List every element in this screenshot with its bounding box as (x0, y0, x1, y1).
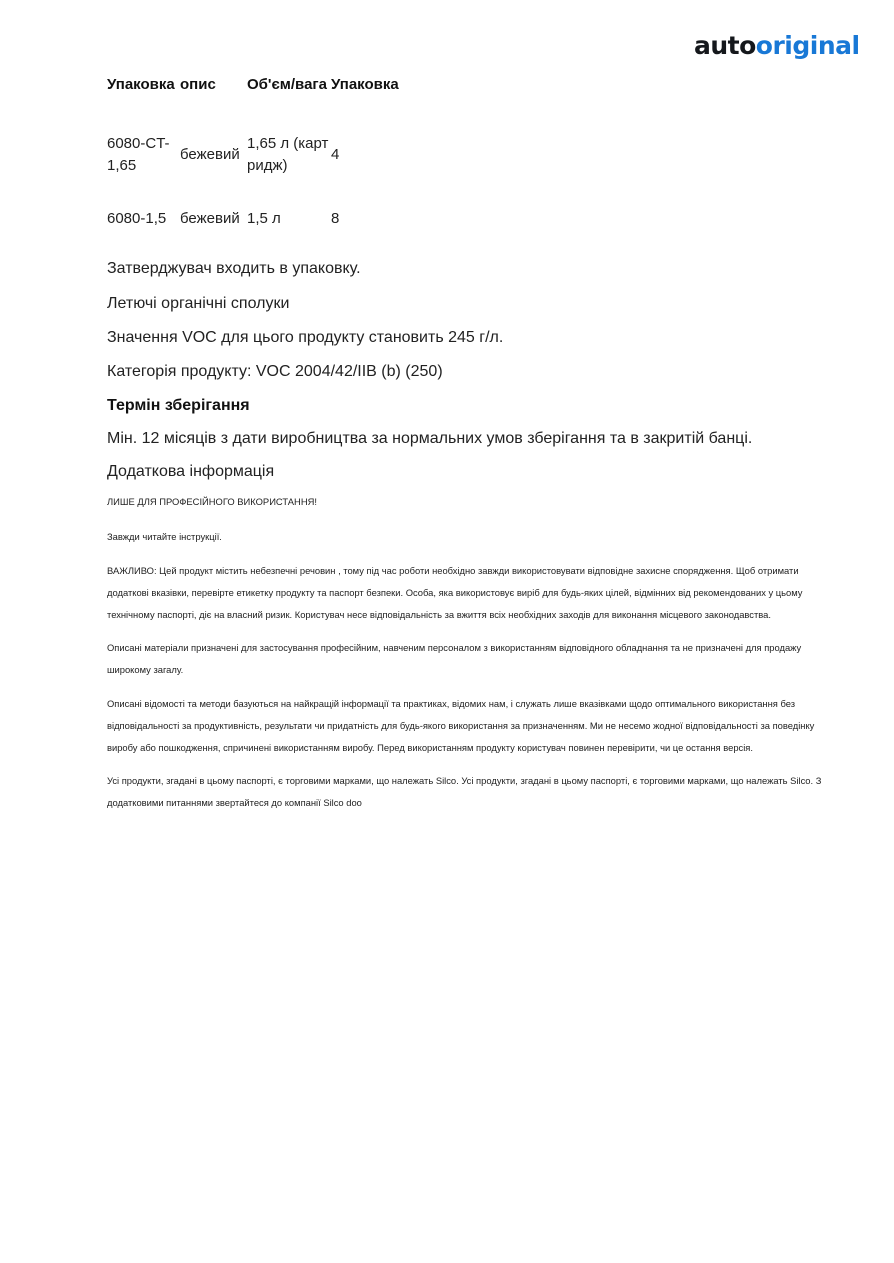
cell-count: 8 (331, 210, 340, 227)
packaging-table (107, 62, 421, 242)
materials-notice: Описані матеріали призначені для застосування професійним, навченим персоналом з використанням відповідного обладнання та не призначені для продажу широкому загалу. (107, 642, 802, 675)
cell-code: 6080-CT-1,65 (107, 135, 170, 174)
trademarks-notice: Усі продукти, згадані в цьому паспорті, є торговими марками, що належать Silco. Усі продукти, згадані в цьому паспорті, є торговими марками, що належать Silco. З додатковими питаннями звертайтеся до компанії Silco doo (107, 775, 822, 808)
voc-value: Значення VOC для цього продукту становить 245 г/л. (107, 329, 504, 346)
cell-code: 6080-1,5 (107, 210, 167, 227)
autooriginal-logo (694, 30, 860, 62)
header-packaging-code: Упаковка (107, 76, 175, 93)
professional-use-notice: ЛИШЕ ДЛЯ ПРОФЕСІЙНОГО ВИКОРИСТАННЯ! (107, 496, 317, 507)
important-safety-notice: ВАЖЛИВО: Цей продукт містить небезпечні речовин , тому під час роботи необхідно завжди використовувати відповідне захисне спорядження. Щоб отримати додаткові вказівки, перевірте етикетку продукту та паспорт безпеки. Особа, яка використовує виріб для будь-яких цілей, відмінних від рекомендованих у цьому технічному паспорті, діє на власний ризик. Користувач несе відповідальність за вжиття всіх необхідних заходів для виконання місцевого законодавства. (107, 565, 803, 620)
storage-text: Мін. 12 місяців з дати виробництва за нормальних умов зберігання та в закритій банці. (107, 430, 753, 447)
storage-heading: Термін зберігання (107, 397, 250, 414)
logo-text-auto: auto (694, 31, 756, 60)
voc-category: Категорія продукту: VOC 2004/42/IIB (b) (250) (107, 363, 443, 380)
voc-heading: Летючі органічні сполуки (107, 295, 290, 312)
cell-description: бежевий (180, 210, 240, 227)
header-volume-weight: Об'єм/вага (247, 76, 328, 93)
cell-count: 4 (331, 146, 340, 163)
logo-text-original: original (755, 31, 860, 60)
hardener-note: Затверджувач входить в упаковку. (107, 260, 361, 277)
header-package-count: Упаковка (331, 76, 399, 93)
packaging-table-wrapper (107, 62, 837, 242)
additional-info-heading: Додаткова інформація (107, 463, 275, 480)
read-instructions-notice: Завжди читайте інструкції. (107, 531, 222, 542)
cell-volume: 1,5 л (247, 210, 281, 227)
table-row (107, 190, 421, 242)
header-description: опис (180, 76, 216, 93)
table-row (107, 108, 421, 190)
table-header-row (107, 62, 421, 108)
cell-volume: 1,65 л (картридж) (247, 135, 329, 174)
methods-disclaimer: Описані відомості та методи базуються на найкращій інформації та практиках, відомих нам, і служать лише вказівками щодо оптимального використання без відповідальності за продуктивність, результати чи придатність для будь-якого використання за призначенням. Ми не несемо жодної відповідальності за поведінку виробу або пошкодження, спричинені використанням виробу. Перед використанням продукту користувач повинен перевірити, чи це остання версія. (107, 698, 815, 753)
cell-description: бежевий (180, 146, 240, 163)
